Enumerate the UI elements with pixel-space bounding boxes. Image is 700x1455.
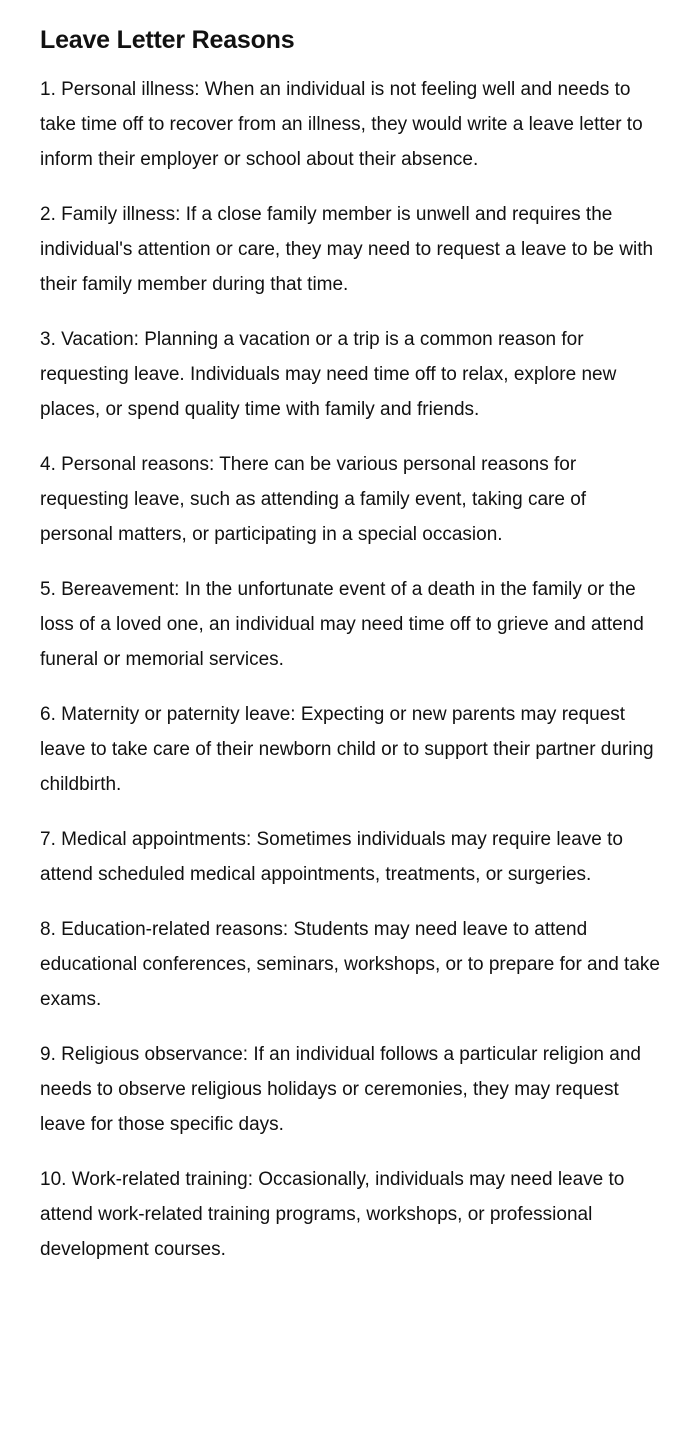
reason-item-7: 7. Medical appointments: Sometimes individuals may require leave to attend scheduled medical appointments, treatments, or surgeries. [40,829,623,885]
reason-item-4: 4. Personal reasons: There can be various personal reasons for requesting leave, such as attending a family event, taking care of personal matters, or participating in a special occasion. [40,454,587,545]
reason-item-3: 3. Vacation: Planning a vacation or a trip is a common reason for requesting leave. Individuals may need time off to relax, explore new places, or spend quality time with family and friends. [40,329,617,420]
reason-item-5: 5. Bereavement: In the unfortunate event of a death in the family or the loss of a loved one, an individual may need time off to grieve and attend funeral or memorial services. [40,579,644,670]
page-title: Leave Letter Reasons [40,26,295,54]
reason-item-9: 9. Religious observance: If an individual follows a particular religion and needs to observe religious holidays or ceremonies, they may request leave for those specific days. [40,1044,641,1135]
reason-item-8: 8. Education-related reasons: Students may need leave to attend educational conferences, seminars, workshops, or to prepare for and take exams. [40,919,660,1010]
reason-item-2: 2. Family illness: If a close family member is unwell and requires the individual's attention or care, they may need to request a leave to be with their family member during that time. [40,204,654,295]
reason-item-10: 10. Work-related training: Occasionally, individuals may need leave to attend work-related training programs, workshops, or professional development courses. [40,1169,625,1260]
reason-item-1: 1. Personal illness: When an individual is not feeling well and needs to take time off to recover from an illness, they would write a leave letter to inform their employer or school about their absence. [40,79,643,170]
reason-item-6: 6. Maternity or paternity leave: Expecting or new parents may request leave to take care of their newborn child or to support their partner during childbirth. [40,704,654,795]
